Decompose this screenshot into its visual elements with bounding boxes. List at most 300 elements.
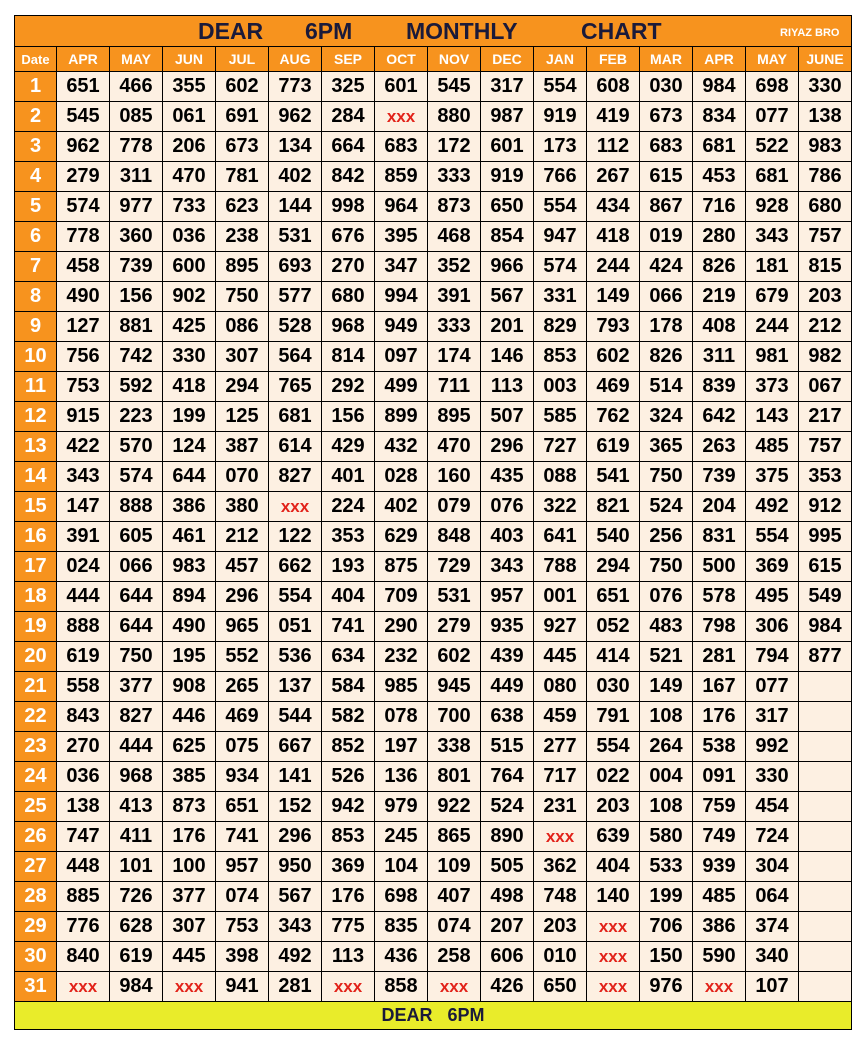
result-cell: xxx <box>57 972 110 1002</box>
result-cell: 890 <box>481 822 534 852</box>
result-cell: 404 <box>587 852 640 882</box>
result-cell: 172 <box>428 132 481 162</box>
result-cell: 764 <box>481 762 534 792</box>
result-cell: 781 <box>216 162 269 192</box>
result-cell: 178 <box>640 312 693 342</box>
result-cell: 733 <box>163 192 216 222</box>
result-cell: 022 <box>587 762 640 792</box>
result-cell: 373 <box>746 372 799 402</box>
result-cell: 449 <box>481 672 534 702</box>
result-cell: 651 <box>587 582 640 612</box>
result-cell: 912 <box>799 492 852 522</box>
month-header: FEB <box>587 47 640 72</box>
result-cell: 066 <box>640 282 693 312</box>
empty-cell <box>799 942 852 972</box>
result-cell: 644 <box>110 582 163 612</box>
day-number: 12 <box>15 402 57 432</box>
table-row <box>15 492 852 522</box>
result-cell: 141 <box>269 762 322 792</box>
result-cell: 432 <box>375 432 428 462</box>
result-cell: 729 <box>428 552 481 582</box>
result-cell: 051 <box>269 612 322 642</box>
result-cell: 074 <box>216 882 269 912</box>
day-number: 24 <box>15 762 57 792</box>
result-cell: 554 <box>534 72 587 102</box>
result-cell: 634 <box>322 642 375 672</box>
day-number: 18 <box>15 582 57 612</box>
result-cell: 915 <box>57 402 110 432</box>
result-cell: 386 <box>163 492 216 522</box>
title-dear: DEAR <box>198 18 264 44</box>
result-cell: 422 <box>57 432 110 462</box>
result-cell: 536 <box>269 642 322 672</box>
result-cell: 407 <box>428 882 481 912</box>
result-cell: 199 <box>640 882 693 912</box>
result-cell: 461 <box>163 522 216 552</box>
result-cell: 985 <box>375 672 428 702</box>
result-cell: 212 <box>799 312 852 342</box>
result-cell: 343 <box>481 552 534 582</box>
result-cell: 524 <box>640 492 693 522</box>
result-cell: 343 <box>746 222 799 252</box>
result-cell: 281 <box>269 972 322 1002</box>
result-cell: 174 <box>428 342 481 372</box>
result-cell: 490 <box>163 612 216 642</box>
result-cell: 362 <box>534 852 587 882</box>
result-cell: 698 <box>375 882 428 912</box>
result-cell: 615 <box>799 552 852 582</box>
result-cell: 197 <box>375 732 428 762</box>
result-cell: 331 <box>534 282 587 312</box>
result-cell: 681 <box>693 132 746 162</box>
table-row <box>15 192 852 222</box>
day-number: 26 <box>15 822 57 852</box>
result-cell: 003 <box>534 372 587 402</box>
result-cell: 279 <box>57 162 110 192</box>
result-cell: 459 <box>534 702 587 732</box>
result-cell: 968 <box>322 312 375 342</box>
table-row <box>15 972 852 1002</box>
result-cell: 152 <box>269 792 322 822</box>
result-cell: 149 <box>587 282 640 312</box>
result-cell: 619 <box>587 432 640 462</box>
day-number: 13 <box>15 432 57 462</box>
result-cell: 814 <box>322 342 375 372</box>
result-cell: 976 <box>640 972 693 1002</box>
title-monthly: MONTHLY <box>406 18 518 44</box>
result-cell: 086 <box>216 312 269 342</box>
result-cell: 742 <box>110 342 163 372</box>
result-cell: 600 <box>163 252 216 282</box>
result-cell: 667 <box>269 732 322 762</box>
result-cell: 623 <box>216 192 269 222</box>
result-cell: 499 <box>375 372 428 402</box>
result-cell: 270 <box>57 732 110 762</box>
result-cell: 881 <box>110 312 163 342</box>
result-cell: 899 <box>375 402 428 432</box>
result-cell: 207 <box>481 912 534 942</box>
result-cell: 773 <box>269 72 322 102</box>
empty-cell <box>799 852 852 882</box>
result-cell: 580 <box>640 822 693 852</box>
day-number: 4 <box>15 162 57 192</box>
result-cell: 757 <box>799 432 852 462</box>
result-cell: 469 <box>587 372 640 402</box>
result-cell: 330 <box>799 72 852 102</box>
result-cell: 203 <box>534 912 587 942</box>
result-cell: 945 <box>428 672 481 702</box>
result-cell: 401 <box>322 462 375 492</box>
result-cell: 181 <box>746 252 799 282</box>
result-cell: 490 <box>57 282 110 312</box>
result-cell: 434 <box>587 192 640 222</box>
month-header: JUN <box>163 47 216 72</box>
result-cell: 639 <box>587 822 640 852</box>
result-cell: 505 <box>481 852 534 882</box>
result-cell: 987 <box>481 102 534 132</box>
result-cell: 403 <box>481 522 534 552</box>
empty-cell <box>799 732 852 762</box>
table-row <box>15 282 852 312</box>
month-header: MAR <box>640 47 693 72</box>
result-cell: 340 <box>746 942 799 972</box>
result-cell: 895 <box>216 252 269 282</box>
result-cell: 292 <box>322 372 375 402</box>
table-row <box>15 582 852 612</box>
result-cell: 411 <box>110 822 163 852</box>
day-number: 25 <box>15 792 57 822</box>
result-cell: 942 <box>322 792 375 822</box>
result-cell: 495 <box>746 582 799 612</box>
result-cell: 574 <box>110 462 163 492</box>
result-cell: 815 <box>799 252 852 282</box>
result-cell: 821 <box>587 492 640 522</box>
result-cell: 280 <box>693 222 746 252</box>
result-cell: 439 <box>481 642 534 672</box>
table-row <box>15 792 852 822</box>
result-cell: 590 <box>693 942 746 972</box>
result-cell: 426 <box>481 972 534 1002</box>
table-row <box>15 162 852 192</box>
result-cell: 414 <box>587 642 640 672</box>
result-cell: 843 <box>57 702 110 732</box>
result-cell: 531 <box>428 582 481 612</box>
month-header: APR <box>57 47 110 72</box>
result-cell: 167 <box>693 672 746 702</box>
result-cell: 470 <box>163 162 216 192</box>
result-cell: 577 <box>269 282 322 312</box>
result-cell: xxx <box>269 492 322 522</box>
result-cell: 965 <box>216 612 269 642</box>
result-cell: 097 <box>375 342 428 372</box>
month-header: APR <box>693 47 746 72</box>
result-cell: 469 <box>216 702 269 732</box>
result-cell: 458 <box>57 252 110 282</box>
result-cell: 791 <box>587 702 640 732</box>
table-row <box>15 222 852 252</box>
result-cell: 307 <box>216 342 269 372</box>
result-cell: 223 <box>110 402 163 432</box>
result-cell: 877 <box>799 642 852 672</box>
day-number: 28 <box>15 882 57 912</box>
result-cell: 317 <box>746 702 799 732</box>
result-cell: 650 <box>481 192 534 222</box>
result-cell: 826 <box>640 342 693 372</box>
result-cell: 160 <box>428 462 481 492</box>
day-number: 27 <box>15 852 57 882</box>
result-cell: 711 <box>428 372 481 402</box>
table-row <box>15 522 852 552</box>
result-cell: 625 <box>163 732 216 762</box>
result-cell: 028 <box>375 462 428 492</box>
result-cell: 793 <box>587 312 640 342</box>
result-cell: 673 <box>640 102 693 132</box>
result-cell: 644 <box>163 462 216 492</box>
result-cell: 498 <box>481 882 534 912</box>
result-cell: 429 <box>322 432 375 462</box>
result-cell: 854 <box>481 222 534 252</box>
result-cell: 398 <box>216 942 269 972</box>
result-cell: 558 <box>57 672 110 702</box>
result-cell: 365 <box>640 432 693 462</box>
result-cell: 091 <box>693 762 746 792</box>
result-cell: 750 <box>640 552 693 582</box>
result-cell: 842 <box>322 162 375 192</box>
result-cell: 386 <box>693 912 746 942</box>
result-cell: 968 <box>110 762 163 792</box>
result-cell: 885 <box>57 882 110 912</box>
result-cell: 941 <box>216 972 269 1002</box>
month-header: JUNE <box>799 47 852 72</box>
result-cell: 444 <box>57 582 110 612</box>
day-number: 2 <box>15 102 57 132</box>
result-cell: 413 <box>110 792 163 822</box>
table-row <box>15 372 852 402</box>
result-cell: 567 <box>481 282 534 312</box>
brand-label: RIYAZ BRO <box>780 27 840 39</box>
result-cell: 888 <box>57 612 110 642</box>
result-cell: 567 <box>269 882 322 912</box>
day-number: 5 <box>15 192 57 222</box>
result-cell: 204 <box>693 492 746 522</box>
result-cell: 112 <box>587 132 640 162</box>
result-cell: 827 <box>110 702 163 732</box>
month-header: JUL <box>216 47 269 72</box>
result-cell: 375 <box>746 462 799 492</box>
result-cell: 296 <box>216 582 269 612</box>
result-cell: 201 <box>481 312 534 342</box>
empty-cell <box>799 882 852 912</box>
result-cell: 294 <box>587 552 640 582</box>
result-cell: 698 <box>746 72 799 102</box>
result-cell: 873 <box>163 792 216 822</box>
result-cell: 727 <box>534 432 587 462</box>
result-cell: 776 <box>57 912 110 942</box>
table-row <box>15 432 852 462</box>
result-cell: 138 <box>57 792 110 822</box>
result-cell: xxx <box>534 822 587 852</box>
result-cell: 826 <box>693 252 746 282</box>
result-cell: 858 <box>375 972 428 1002</box>
result-cell: 756 <box>57 342 110 372</box>
result-cell: 778 <box>57 222 110 252</box>
result-cell: 377 <box>110 672 163 702</box>
table-row <box>15 132 852 162</box>
result-cell: 681 <box>269 402 322 432</box>
result-cell: 619 <box>110 942 163 972</box>
result-cell: 317 <box>481 72 534 102</box>
result-cell: 238 <box>216 222 269 252</box>
result-cell: 642 <box>693 402 746 432</box>
result-cell: 984 <box>693 72 746 102</box>
result-cell: 957 <box>216 852 269 882</box>
result-cell: 104 <box>375 852 428 882</box>
result-cell: 739 <box>693 462 746 492</box>
month-header: DEC <box>481 47 534 72</box>
result-cell: 962 <box>57 132 110 162</box>
result-cell: 606 <box>481 942 534 972</box>
result-cell: 540 <box>587 522 640 552</box>
table-row <box>15 102 852 132</box>
result-cell: 545 <box>428 72 481 102</box>
result-cell: 374 <box>746 912 799 942</box>
empty-cell <box>799 822 852 852</box>
result-cell: 256 <box>640 522 693 552</box>
result-cell: 554 <box>269 582 322 612</box>
result-cell: 173 <box>534 132 587 162</box>
month-header: SEP <box>322 47 375 72</box>
result-cell: 602 <box>428 642 481 672</box>
result-cell: 330 <box>163 342 216 372</box>
result-cell: 584 <box>322 672 375 702</box>
result-cell: 514 <box>640 372 693 402</box>
result-cell: 485 <box>746 432 799 462</box>
result-cell: 683 <box>640 132 693 162</box>
result-cell: xxx <box>163 972 216 1002</box>
result-cell: 706 <box>640 912 693 942</box>
result-cell: 004 <box>640 762 693 792</box>
table-row <box>15 312 852 342</box>
result-cell: 136 <box>375 762 428 792</box>
result-cell: xxx <box>587 942 640 972</box>
result-cell: 124 <box>163 432 216 462</box>
result-cell: 641 <box>534 522 587 552</box>
date-column-header: Date <box>15 47 57 72</box>
empty-cell <box>799 792 852 822</box>
table-row <box>15 72 852 102</box>
result-cell: 835 <box>375 912 428 942</box>
result-cell: 888 <box>110 492 163 522</box>
empty-cell <box>799 702 852 732</box>
result-cell: 195 <box>163 642 216 672</box>
result-cell: 134 <box>269 132 322 162</box>
month-header: AUG <box>269 47 322 72</box>
result-cell: 156 <box>322 402 375 432</box>
result-cell: 219 <box>693 282 746 312</box>
day-number: 21 <box>15 672 57 702</box>
day-number: 15 <box>15 492 57 522</box>
result-cell: 852 <box>322 732 375 762</box>
result-cell: 140 <box>587 882 640 912</box>
result-cell: 608 <box>587 72 640 102</box>
result-cell: 067 <box>799 372 852 402</box>
result-cell: 693 <box>269 252 322 282</box>
result-cell: 984 <box>110 972 163 1002</box>
result-cell: 934 <box>216 762 269 792</box>
result-cell: 425 <box>163 312 216 342</box>
result-cell: 554 <box>746 522 799 552</box>
result-cell: 853 <box>322 822 375 852</box>
result-cell: 270 <box>322 252 375 282</box>
result-cell: 865 <box>428 822 481 852</box>
result-cell: 206 <box>163 132 216 162</box>
day-number: 10 <box>15 342 57 372</box>
result-cell: 605 <box>110 522 163 552</box>
result-cell: 717 <box>534 762 587 792</box>
result-cell: 602 <box>587 342 640 372</box>
table-row <box>15 882 852 912</box>
result-cell: 786 <box>799 162 852 192</box>
result-cell: 212 <box>216 522 269 552</box>
result-cell: 957 <box>481 582 534 612</box>
result-cell: 554 <box>534 192 587 222</box>
result-cell: 377 <box>163 882 216 912</box>
day-number: 17 <box>15 552 57 582</box>
result-cell: 322 <box>534 492 587 522</box>
result-cell: 402 <box>375 492 428 522</box>
result-cell: 232 <box>375 642 428 672</box>
result-cell: 552 <box>216 642 269 672</box>
result-cell: 578 <box>693 582 746 612</box>
result-cell: 867 <box>640 192 693 222</box>
result-cell: 265 <box>216 672 269 702</box>
day-number: 7 <box>15 252 57 282</box>
result-cell: 840 <box>57 942 110 972</box>
result-cell: 739 <box>110 252 163 282</box>
result-cell: 680 <box>322 282 375 312</box>
result-cell: 448 <box>57 852 110 882</box>
result-cell: 919 <box>534 102 587 132</box>
result-cell: 681 <box>746 162 799 192</box>
result-cell: 176 <box>163 822 216 852</box>
result-cell: 574 <box>57 192 110 222</box>
result-cell: 001 <box>534 582 587 612</box>
result-cell: 311 <box>693 342 746 372</box>
result-cell: 395 <box>375 222 428 252</box>
results-table <box>14 15 852 1030</box>
result-cell: 521 <box>640 642 693 672</box>
result-cell: 638 <box>481 702 534 732</box>
result-cell: 176 <box>322 882 375 912</box>
day-number: 1 <box>15 72 57 102</box>
result-cell: 651 <box>57 72 110 102</box>
month-header: OCT <box>375 47 428 72</box>
result-cell: 801 <box>428 762 481 792</box>
result-cell: 766 <box>534 162 587 192</box>
result-cell: 147 <box>57 492 110 522</box>
result-cell: 445 <box>534 642 587 672</box>
result-cell: 109 <box>428 852 481 882</box>
result-cell: 798 <box>693 612 746 642</box>
result-cell: 077 <box>746 672 799 702</box>
result-cell: 143 <box>746 402 799 432</box>
result-cell: 880 <box>428 102 481 132</box>
result-cell: 101 <box>110 852 163 882</box>
month-header: MAY <box>746 47 799 72</box>
day-number: 16 <box>15 522 57 552</box>
chart-body <box>15 72 852 1002</box>
result-cell: 454 <box>746 792 799 822</box>
